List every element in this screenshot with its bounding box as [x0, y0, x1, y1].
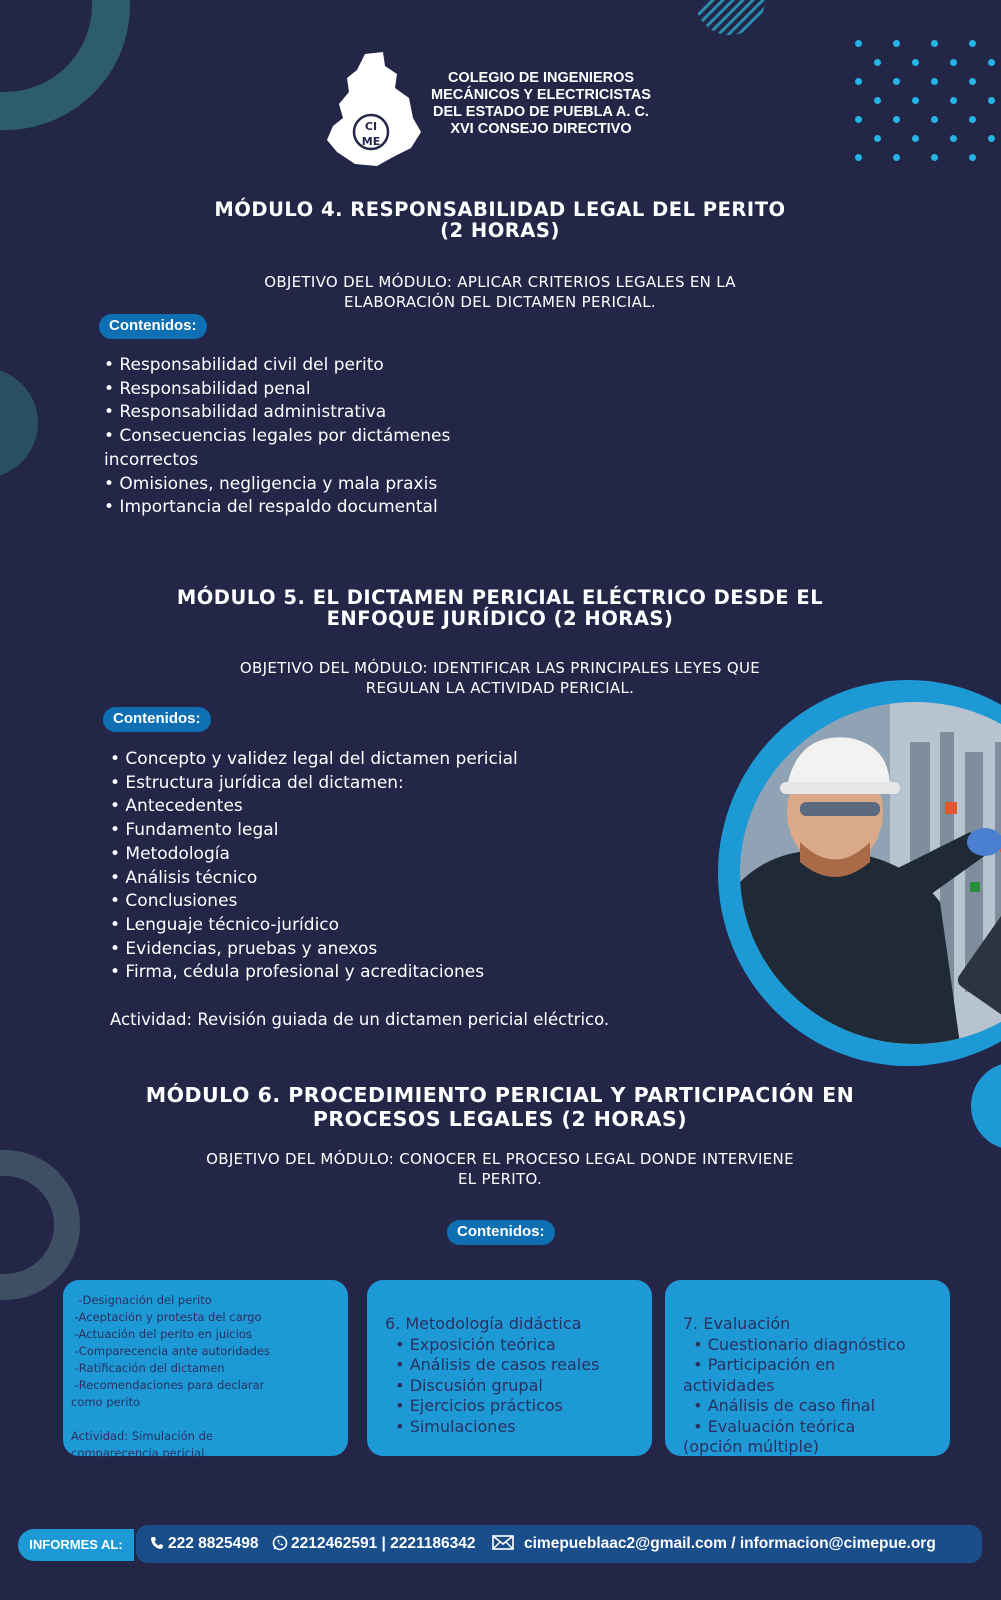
- list-item: • Lenguaje técnico-jurídico: [110, 914, 340, 935]
- module-4-contents-list: [104, 354, 450, 520]
- list-item: • Conclusiones: [110, 891, 238, 912]
- list-item: -Recomendaciones para declarar: [71, 1378, 265, 1392]
- card-2-text: [385, 1314, 599, 1437]
- decorative-dot: [969, 78, 976, 85]
- decorative-dot: [969, 116, 976, 123]
- decorative-dot: [893, 78, 900, 85]
- decorative-dot: [969, 154, 976, 161]
- list-item: • Consecuencias legales por dictámenes: [104, 426, 451, 447]
- org-line-3: DEL ESTADO DE PUEBLA A. C.: [433, 104, 649, 120]
- decorative-dot: [912, 135, 919, 142]
- list-item: • Exposición teórica: [385, 1334, 556, 1354]
- card-3-title: 7. Evaluación: [683, 1314, 791, 1333]
- list-item: -Designación del perito: [71, 1293, 212, 1307]
- decorative-dot: [950, 135, 957, 142]
- organization-name: [428, 70, 654, 138]
- decorative-dot: [893, 154, 900, 161]
- module-5-title-line-2: ENFOQUE JURÍDICO (2 HORAS): [326, 607, 674, 630]
- list-item: (opción múltiple): [683, 1437, 820, 1456]
- module-5-contents-list: [110, 748, 518, 985]
- module-5-contents-label: Contenidos:: [103, 707, 211, 732]
- whatsapp-icon: [272, 1525, 288, 1563]
- cime-logo: [325, 48, 425, 168]
- card-1-text: [71, 1292, 270, 1462]
- decorative-dot-grid: [865, 40, 995, 170]
- list-item: • Cuestionario diagnóstico: [683, 1334, 906, 1354]
- decorative-dot: [855, 116, 862, 123]
- decorative-dot: [874, 135, 881, 142]
- card-3-text: [683, 1314, 906, 1458]
- list-item: • Importancia del respaldo documental: [104, 497, 438, 518]
- list-item: • Metodología: [110, 843, 230, 864]
- contents-card-methodology: [367, 1280, 652, 1456]
- list-item: • Firma, cédula profesional y acreditaciones: [110, 962, 485, 983]
- list-item: incorrectos: [104, 449, 199, 470]
- list-item: • Simulaciones: [385, 1416, 516, 1436]
- decorative-dot: [874, 97, 881, 104]
- decorative-dot: [969, 40, 976, 47]
- list-item: • Ejercicios prácticos: [385, 1396, 563, 1415]
- list-item: -Actuación del perito en juicios: [71, 1327, 252, 1341]
- module-6-objective-line-2: EL PERITO.: [457, 1170, 543, 1188]
- list-item: • Análisis técnico: [110, 867, 258, 888]
- module-5-title: [60, 587, 940, 629]
- decorative-dot: [950, 97, 957, 104]
- card-1-activity-line-2: comparecencia pericial.: [71, 1446, 209, 1460]
- list-item: • Responsabilidad administrativa: [104, 402, 387, 423]
- list-item: actividades: [683, 1375, 775, 1395]
- list-item: como perito: [71, 1395, 141, 1409]
- decorative-semicircle-right: [971, 1062, 1001, 1150]
- list-item: -Aceptación y protesta del cargo: [71, 1310, 262, 1324]
- contents-card-evaluation: [665, 1280, 950, 1456]
- module-4-title-line-1: MÓDULO 4. RESPONSABILIDAD LEGAL DEL PERITO: [214, 198, 786, 221]
- svg-text:CI: CI: [364, 120, 378, 133]
- svg-text:ME: ME: [361, 135, 381, 148]
- org-line-4: XVI CONSEJO DIRECTIVO: [450, 121, 632, 137]
- decorative-dot: [874, 59, 881, 66]
- decorative-dot: [988, 59, 995, 66]
- decorative-dot: [931, 78, 938, 85]
- email-addresses[interactable]: cimepueblaac2@gmail.com / informacion@cimepue.org: [524, 1535, 936, 1552]
- org-line-1: COLEGIO DE INGENIEROS: [447, 70, 635, 86]
- module-4-title-line-2: (2 HORAS): [440, 219, 560, 242]
- decorative-striped-circle: [695, 0, 765, 38]
- module-6-title-line-1: MÓDULO 6. PROCEDIMIENTO PERICIAL Y PARTICIPACIÓN EN: [145, 1083, 855, 1107]
- list-item: -Ratificación del dictamen: [71, 1361, 225, 1375]
- module-6-title-line-2: PROCESOS LEGALES (2 HORAS): [312, 1107, 688, 1131]
- decorative-dot: [931, 40, 938, 47]
- decorative-dot: [912, 97, 919, 104]
- card-1-activity-line-1: Actividad: Simulación de: [71, 1429, 213, 1443]
- list-item: • Análisis de casos reales: [385, 1355, 600, 1374]
- org-line-2: MECÁNICOS Y ELECTRICISTAS: [431, 87, 651, 103]
- list-item: • Análisis de caso final: [683, 1396, 876, 1415]
- module-6-title: [60, 1083, 940, 1131]
- module-5-objective: [80, 658, 920, 698]
- module-4-objective: [80, 272, 920, 312]
- list-item: • Fundamento legal: [110, 820, 279, 841]
- module-6-contents-label: Contenidos:: [447, 1220, 555, 1245]
- decorative-dot: [950, 59, 957, 66]
- module-5-objective-line-2: REGULAN LA ACTIVIDAD PERICIAL.: [365, 679, 635, 697]
- decorative-dot: [931, 154, 938, 161]
- mail-icon: [492, 1525, 514, 1563]
- module-4-objective-line-2: ELABORACIÓN DEL DICTAMEN PERICIAL.: [344, 293, 656, 311]
- list-item: • Antecedentes: [110, 796, 243, 817]
- decorative-dot: [931, 116, 938, 123]
- phone-icon: [150, 1525, 164, 1563]
- card-2-title: 6. Metodología didáctica: [385, 1314, 582, 1333]
- footer-label: INFORMES AL:: [18, 1529, 134, 1561]
- whatsapp-numbers[interactable]: 2212462591 | 2221186342: [291, 1535, 476, 1552]
- contents-card-procedures: [63, 1280, 348, 1460]
- module-4-objective-line-1: OBJETIVO DEL MÓDULO: APLICAR CRITERIOS LEGALES EN LA: [264, 273, 736, 291]
- module-6-objective: [60, 1149, 940, 1189]
- footer-contact-bar: [136, 1525, 982, 1563]
- decorative-dot: [855, 154, 862, 161]
- list-item: • Evidencias, pruebas y anexos: [110, 938, 378, 959]
- list-item: -Comparecencia ante autoridades: [71, 1344, 270, 1358]
- list-item: • Participación en: [683, 1355, 836, 1374]
- decorative-dot: [855, 40, 862, 47]
- decorative-dot: [855, 78, 862, 85]
- list-item: • Responsabilidad civil del perito: [104, 355, 384, 375]
- decorative-dot: [893, 40, 900, 47]
- decorative-semicircle-left: [0, 368, 38, 478]
- list-item: • Concepto y validez legal del dictamen pericial: [110, 749, 518, 769]
- decorative-dot: [893, 116, 900, 123]
- list-item: • Discusión grupal: [385, 1375, 543, 1395]
- decorative-dot: [912, 59, 919, 66]
- list-item: • Omisiones, negligencia y mala praxis: [104, 473, 438, 494]
- module-5-title-line-1: MÓDULO 5. EL DICTAMEN PERICIAL ELÉCTRICO DESDE EL: [176, 586, 824, 609]
- module-4-contents-label: Contenidos:: [99, 314, 207, 339]
- decorative-ring-top-left: [0, 0, 130, 130]
- module-4-title: [60, 199, 940, 241]
- list-item: • Responsabilidad penal: [104, 378, 311, 399]
- list-item: • Estructura jurídica del dictamen:: [110, 772, 404, 793]
- module-6-objective-line-1: OBJETIVO DEL MÓDULO: CONOCER EL PROCESO LEGAL DONDE INTERVIENE: [206, 1150, 794, 1168]
- decorative-dot: [988, 97, 995, 104]
- module-5-objective-line-1: OBJETIVO DEL MÓDULO: IDENTIFICAR LAS PRINCIPALES LEYES QUE: [239, 659, 761, 677]
- module-5-activity: Actividad: Revisión guiada de un dictamen pericial eléctrico.: [110, 1010, 610, 1029]
- decorative-dot: [988, 135, 995, 142]
- phone-number[interactable]: 222 8825498: [168, 1535, 259, 1552]
- list-item: • Evaluación teórica: [683, 1416, 856, 1436]
